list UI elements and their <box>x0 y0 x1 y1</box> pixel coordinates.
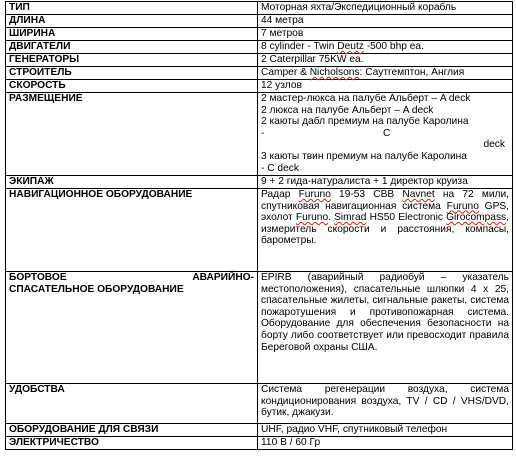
value-text: Furuno <box>298 189 331 200</box>
table-row <box>6 93 513 176</box>
value-text: : Саутгемптон, Англия <box>359 67 465 78</box>
row-label <box>6 272 258 384</box>
row-label: ОБОРУДОВАНИЕ ДЛЯ СВЯЗИ <box>6 424 258 437</box>
row-value: UHF, радио VHF, спутниковый телефон <box>258 424 513 437</box>
table-row <box>6 15 513 28</box>
value-text: Furuno <box>446 200 479 212</box>
value-text: - <box>261 127 265 139</box>
table-row <box>6 176 513 189</box>
row-value: 2 Caterpillar 75KW ea. <box>258 54 513 67</box>
specifications-table <box>5 1 513 450</box>
value-line <box>261 128 509 140</box>
table-row <box>6 272 513 384</box>
value-text: Navnet <box>402 189 435 200</box>
value-text: Nicholsons <box>309 67 360 78</box>
row-value <box>258 67 513 80</box>
row-value <box>258 93 513 176</box>
value-text: GPS, эхолот <box>261 200 509 224</box>
row-value: Моторная яхта/Экспедиционный корабль <box>258 2 513 15</box>
row-value: 110 В / 60 Гр <box>258 437 513 450</box>
value-line: 2 каюты дабл премиум на палубе Каролина <box>261 116 469 128</box>
row-label: ДЛИНА <box>6 15 258 28</box>
value-text: 19-53 CBB <box>330 189 403 200</box>
value-line: - C deck <box>261 162 299 174</box>
row-label: СКОРОСТЬ <box>6 80 258 93</box>
row-label: ГЕНЕРАТОРЫ <box>6 54 258 67</box>
value-text: Радар <box>261 189 299 200</box>
value-text: Girocompass <box>446 212 507 224</box>
value-text: на 72 мили, спутниковая навигационная система <box>261 189 510 212</box>
row-label: ШИРИНА <box>6 28 258 41</box>
row-value <box>258 189 513 272</box>
table-row <box>6 189 513 272</box>
row-value: 44 метра <box>258 15 513 28</box>
table-row <box>6 54 513 67</box>
table-row <box>6 41 513 54</box>
label-text: АВАРИЙНО- <box>192 272 254 283</box>
value-text: 8 cylinder - Twin <box>261 41 338 52</box>
row-label: ТИП <box>6 2 258 15</box>
value-text: , измеритель скорости и расстояния, компасы, барометры. <box>261 212 509 247</box>
table-row <box>6 28 513 41</box>
value-line: 2 мастер-люкса на палубе Альберт – A deck <box>261 93 471 104</box>
row-label: СТРОИТЕЛЬ <box>6 67 258 80</box>
value-text: HS50 Electronic <box>366 212 447 224</box>
value-text: Deutz <box>337 41 364 52</box>
row-value: 9 + 2 гида-натуралиста + 1 директор круиза <box>258 176 513 189</box>
row-value: 7 метров <box>258 28 513 41</box>
row-label: ЭЛЕКТРИЧЕСТВО <box>6 437 258 450</box>
table-row <box>6 80 513 93</box>
value-text: . <box>328 212 335 224</box>
row-value: EPIRB (аварийный радиобуй – указатель местоположения), спасательные шлюпки 4 х 25, спасательные жилеты, сигнальные ракеты, система пожаротушения и противопожарная система. Оборудование для обеспечения безопасности на борту либо соответствует или превосходит правила Береговой охраны США. <box>258 272 513 384</box>
table-row <box>6 424 513 437</box>
label-line: СПАСАТЕЛЬНОЕ ОБОРУДОВАНИЕ <box>9 283 184 295</box>
value-line: deck <box>483 139 505 151</box>
row-value: 12 узлов <box>258 80 513 93</box>
value-line: 2 люкса на палубе Альберт – A deck <box>261 104 434 116</box>
value-text: Simrad <box>334 212 367 224</box>
row-label: ДВИГАТЕЛИ <box>6 41 258 54</box>
row-value: Система регенерации воздуха, система кондиционирования воздуха, TV / CD / VHS/DVD, бутик, джакузи. <box>258 384 513 424</box>
row-label: НАВИГАЦИОННОЕ ОБОРУДОВАНИЕ <box>6 189 258 272</box>
value-text: -500 bhp ea. <box>363 41 424 52</box>
table-row <box>6 437 513 450</box>
table-row <box>6 67 513 80</box>
table-row <box>6 2 513 15</box>
value-text: Furuno <box>295 212 329 224</box>
label-text: БОРТОВОЕ <box>9 272 67 283</box>
row-label: УДОБСТВА <box>6 384 258 424</box>
label-line <box>9 272 254 284</box>
row-label: РАЗМЕЩЕНИЕ <box>6 93 258 176</box>
table-row <box>6 384 513 424</box>
value-text: C <box>383 127 391 139</box>
value-text: Camper & <box>261 67 310 78</box>
value-line: 3 каюты твин премиум на палубе Каролина <box>261 150 467 162</box>
row-value <box>258 41 513 54</box>
row-label: ЭКИПАЖ <box>6 176 258 189</box>
